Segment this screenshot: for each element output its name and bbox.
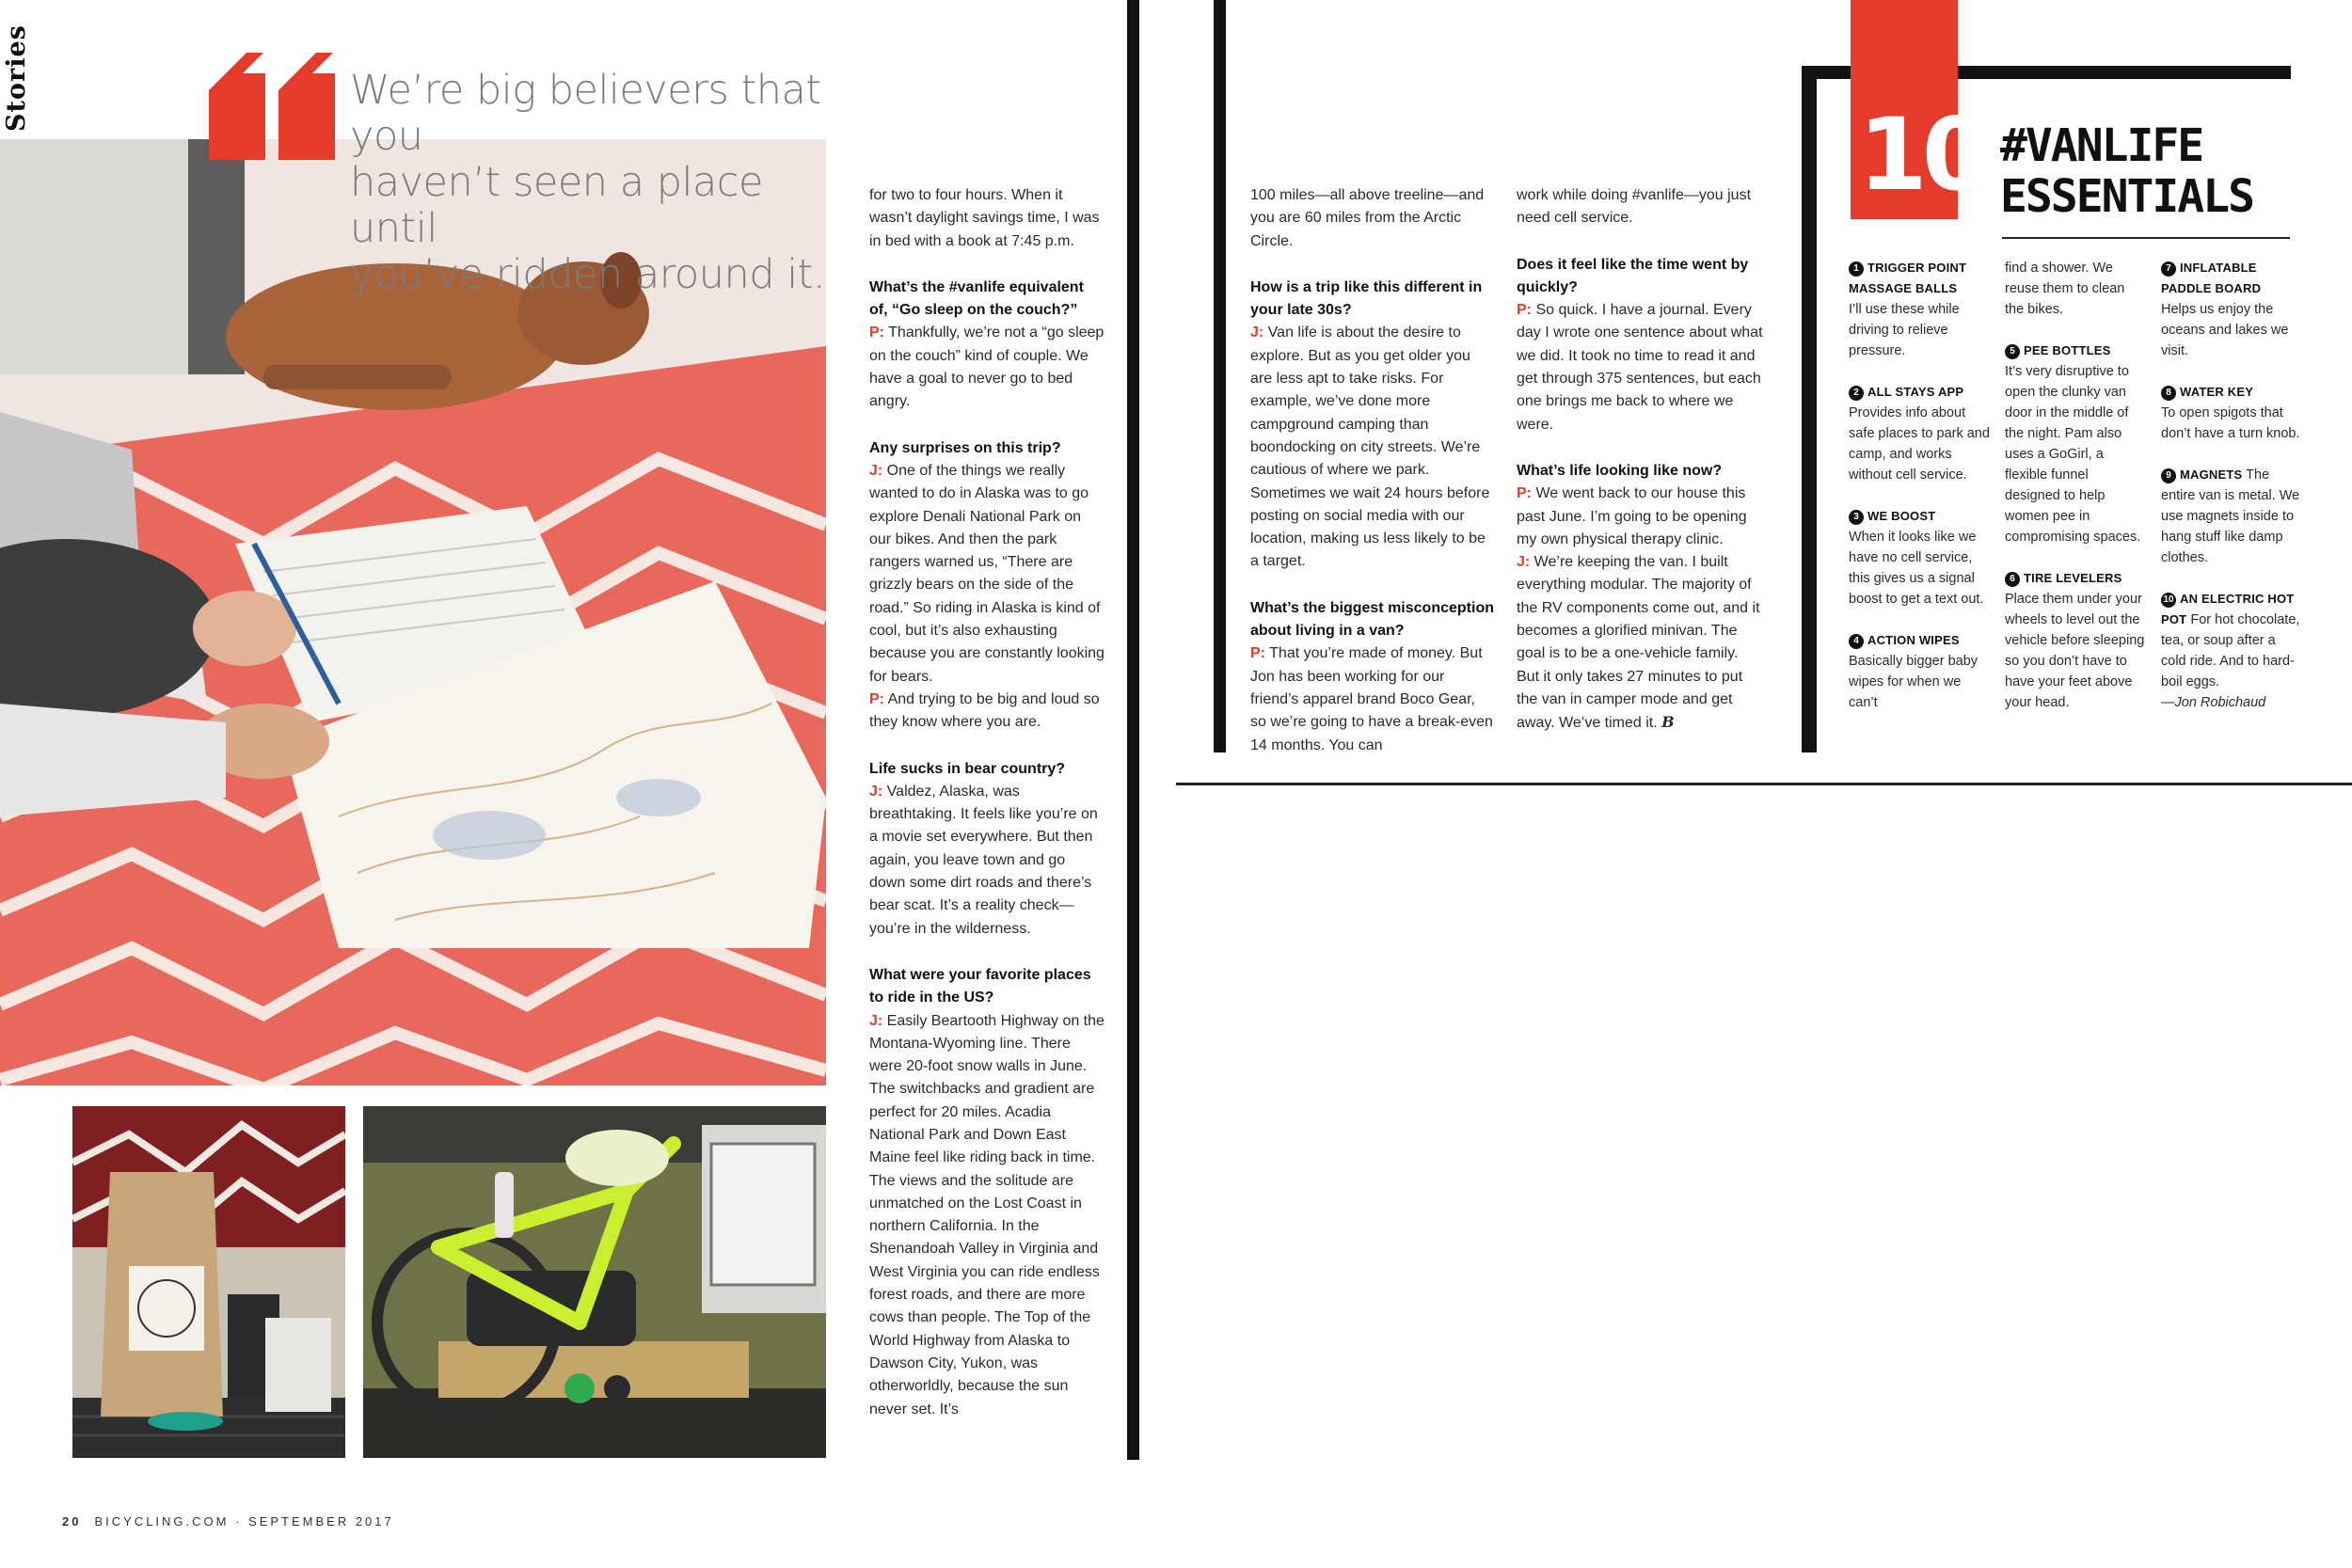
item-body: find a shower. We reuse them to clean the bikes. xyxy=(2005,261,2125,317)
question: What’s the #vanlife equivalent of, “Go sleep on the couch?” xyxy=(869,278,1084,319)
column-rule xyxy=(1214,0,1226,752)
sidebar-number: 10 xyxy=(1858,97,1986,213)
folio xyxy=(62,1514,394,1528)
question: Any surprises on this trip? xyxy=(869,439,1061,456)
answer-text: One of the things we really wanted to do in Alaska was to go explore Denali National Park on our bikes. And then the park rangers warned us, “There are grizzly bears on the side of the road.” So riding in Alaska is kind of cool, but it’s also exhausting because you are constantly looking for bears. xyxy=(869,462,1104,685)
essential-item xyxy=(2161,258,2302,361)
item-number: 6 xyxy=(2005,572,2020,587)
end-mark: B xyxy=(1661,713,1675,732)
item-head: TIRE LEVELERS xyxy=(2024,571,2122,585)
item-number: 5 xyxy=(2005,344,2020,359)
item-body: The entire van is metal. We use magnets inside to hang stuff like damp clothes. xyxy=(2161,467,2300,565)
item-head: ALL STAYS APP xyxy=(1867,385,1964,399)
answer-text: And trying to be big and loud so they know where you are. xyxy=(869,690,1100,731)
answer-text: work while doing #vanlife—you just need cell service. xyxy=(1517,187,1752,227)
quote-marks-icon xyxy=(209,53,335,160)
essential-item xyxy=(2005,341,2146,547)
item-head: ACTION WIPES xyxy=(1867,633,1960,647)
interview-paragraph xyxy=(1250,597,1495,757)
section-label: Stories xyxy=(2,24,31,132)
essential-item xyxy=(1849,258,1990,361)
item-head: TRIGGER POINT MASSAGE BALLS xyxy=(1849,261,1967,295)
answer-text: 100 miles—all above treeline—and you are 60 miles from the Arctic Circle. xyxy=(1250,187,1485,249)
essential-item xyxy=(1849,506,1990,610)
item-number: 4 xyxy=(1849,634,1864,649)
item-number: 7 xyxy=(2161,261,2176,277)
item-head: AN ELECTRIC HOT POT xyxy=(2161,592,2295,626)
interview-column-1 xyxy=(869,184,1104,1445)
interview-paragraph xyxy=(869,964,1104,1421)
item-head: INFLATABLE PADDLE BOARD xyxy=(2161,261,2262,295)
interview-paragraph xyxy=(869,437,1104,735)
item-number: 8 xyxy=(2161,386,2176,401)
interview-paragraph xyxy=(1517,460,1763,736)
gutter-bar xyxy=(1127,0,1139,1460)
speaker-label: J: xyxy=(1250,325,1264,341)
interview-paragraph xyxy=(869,277,1104,414)
answer-text: Easily Beartooth Highway on the Montana-Wyoming line. There were 20-foot snow walls in June. The switchbacks and gradient are perfect for 20 miles. Acadia National Park and Down East Maine feel like riding back in time. The views and the solitude are unmatched on the Lost Coast in northern California. In the Shenandoah Valley in Virginia and West Virginia you can ride endless forest roads, and there are more cows than people. The Top of the World Highway from Alaska to Dawson City, Yukon, was otherworldly, because the sun never set. It’s xyxy=(869,1012,1104,1418)
answer-text: Valdez, Alaska, was breathtaking. It feels like you’re on a movie set everywhere. But then again, you leave town and go down some dirt roads and there’s bear scat. It’s a reality check—you’re in the wilderness. xyxy=(869,783,1098,937)
item-body: Basically bigger baby wipes for when we can’t xyxy=(1849,654,1979,710)
speaker-label: J: xyxy=(1517,554,1531,571)
page-number: 20 xyxy=(62,1514,82,1528)
interview-paragraph xyxy=(1517,254,1763,436)
speaker-label: P: xyxy=(1517,485,1532,502)
question: What were your favorite places to ride in the US? xyxy=(869,966,1091,1006)
question: What’s the biggest misconception about living in a van? xyxy=(1250,599,1494,640)
speaker-label: J: xyxy=(869,783,883,800)
item-body: Helps us enjoy the oceans and lakes we visit. xyxy=(2161,302,2289,358)
bike-in-van-icon xyxy=(363,1106,826,1458)
sidebar-title xyxy=(2000,120,2253,222)
interview-paragraph xyxy=(1517,184,1763,230)
sidebar-column-1 xyxy=(1849,258,1990,734)
item-body: I’ll use these while driving to relieve pressure. xyxy=(1849,302,1960,358)
interview-paragraph xyxy=(1250,277,1495,574)
item-head: WATER KEY xyxy=(2180,385,2254,399)
interview-column-2 xyxy=(1250,184,1495,781)
item-body: For hot chocolate, tea, or soup after a cold ride. And to hard-boil eggs. xyxy=(2161,612,2300,689)
item-head: PEE BOTTLES xyxy=(2024,343,2111,357)
item-number: 1 xyxy=(1849,261,1864,277)
sidebar-title-line: ESSENTIALS xyxy=(2000,170,2253,223)
horizontal-rule xyxy=(1176,783,2352,785)
item-body: It’s very disruptive to open the clunky van door in the middle of the night. Pam also uses a GoGirl, a flexible funnel designed to help women pee in compromising spaces. xyxy=(2005,364,2141,545)
essential-item xyxy=(2161,382,2302,444)
interview-paragraph xyxy=(869,184,1104,253)
question: What’s life looking like now? xyxy=(1517,462,1723,479)
item-head: WE BOOST xyxy=(1867,509,1936,523)
pull-quote-line: haven’t seen a place until xyxy=(350,159,763,252)
essential-item xyxy=(1849,382,1990,485)
answer-text: We went back to our house this past June. I’m going to be opening my own physical therapy clinic. xyxy=(1517,485,1747,547)
sidebar-column-2 xyxy=(2005,258,2146,734)
speaker-label: J: xyxy=(869,1012,883,1029)
answer-text: for two to four hours. When it wasn’t daylight savings time, I was in bed with a book at 7:45 p.m. xyxy=(869,187,1100,249)
question: Does it feel like the time went by quickly? xyxy=(1517,256,1749,295)
sidebar-frame-left xyxy=(1802,66,1817,752)
coffee-photo xyxy=(72,1106,345,1458)
pull-quote xyxy=(350,68,839,298)
answer-text: Van life is about the desire to explore. But as you get older you are less apt to take risks. For example, we’ve done more campground camping than boondocking on city streets. We’re cautious of where we park. Sometimes we wait 24 hours before posting on social media with our location, making us less likely to be a target. xyxy=(1250,325,1490,570)
bike-photo xyxy=(363,1106,826,1458)
speaker-label: P: xyxy=(1250,645,1265,662)
item-number: 3 xyxy=(1849,510,1864,525)
essential-item xyxy=(2005,258,2146,320)
pull-quote-line: We’re big believers that you xyxy=(350,67,821,160)
question: How is a trip like this different in your late 30s? xyxy=(1250,278,1483,319)
interview-paragraph xyxy=(869,758,1104,941)
answer-text: Thankfully, we’re not a “go sleep on the couch” kind of couple. We have a goal to never go to bed angry. xyxy=(869,325,1104,410)
speaker-label: P: xyxy=(869,690,884,707)
sidebar-underline xyxy=(2002,237,2290,239)
sidebar-title-line: #VANLIFE xyxy=(2000,119,2203,172)
sidebar-credit: —Jon Robichaud xyxy=(2161,695,2266,710)
answer-text: We’re keeping the van. I built everything modular. The majority of the RV components come out, and it becomes a glorified minivan. The goal is to be a one-vehicle family. But it only takes 27 minutes to put the van in camper mode and get away. We’ve timed it. xyxy=(1517,554,1760,732)
essential-item xyxy=(1849,630,1990,713)
sidebar-column-3 xyxy=(2161,258,2302,734)
item-body: To open spigots that don’t have a turn knob. xyxy=(2161,405,2300,441)
essential-item xyxy=(2005,568,2146,713)
item-body: When it looks like we have no cell service, this gives us a signal boost to get a text out. xyxy=(1849,530,1984,607)
answer-text: That you’re made of money. But Jon has been working for our friend’s apparel brand Boco Gear, so we’re going to have a break-even 14 months. You can xyxy=(1250,645,1493,753)
interview-column-3 xyxy=(1517,184,1763,759)
speaker-label: J: xyxy=(869,462,883,479)
item-number: 9 xyxy=(2161,468,2176,483)
essential-item xyxy=(2161,465,2302,568)
speaker-label: P: xyxy=(869,325,884,341)
pull-quote-line: you’ve ridden around it. xyxy=(350,251,826,298)
item-body: Provides info about safe places to park and camp, and works without cell service. xyxy=(1849,405,1990,483)
item-number: 10 xyxy=(2161,593,2176,608)
essential-item xyxy=(2161,589,2302,713)
coffee-bag-and-mugs-icon xyxy=(72,1106,345,1458)
question: Life sucks in bear country? xyxy=(869,760,1066,777)
item-head: MAGNETS xyxy=(2180,467,2243,482)
item-body: Place them under your wheels to level out the vehicle before sleeping so you don’t have to have your feet above your head. xyxy=(2005,592,2145,710)
item-number: 2 xyxy=(1849,386,1864,401)
speaker-label: P: xyxy=(1517,302,1532,319)
interview-paragraph xyxy=(1250,184,1495,253)
answer-text: So quick. I have a journal. Every day I wrote one sentence about what we did. It took no time to read it and get through 375 sentences, but each one brings me back to where we were. xyxy=(1517,302,1763,433)
folio-text: BICYCLING.COM · SEPTEMBER 2017 xyxy=(94,1514,394,1528)
